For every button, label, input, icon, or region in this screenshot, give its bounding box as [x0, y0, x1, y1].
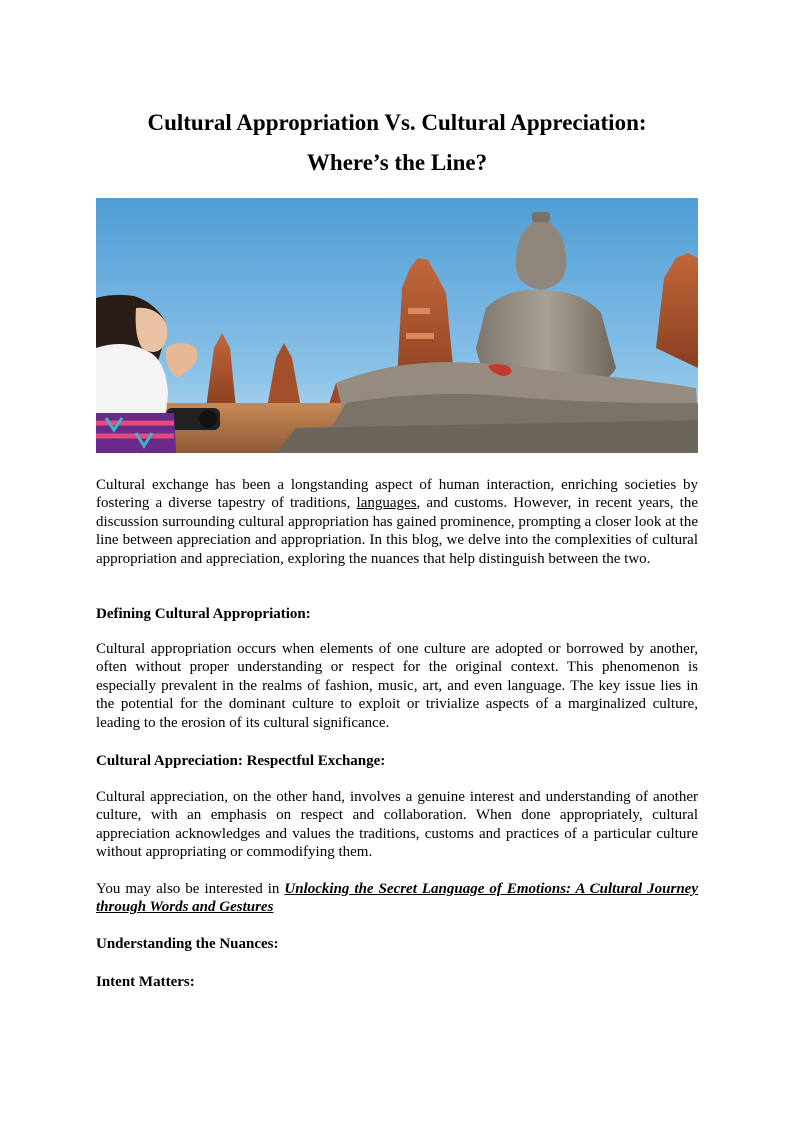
- heading-defining-appropriation: Defining Cultural Appropriation:: [96, 606, 311, 622]
- intro-paragraph: [96, 476, 698, 568]
- heading-intent-matters: Intent Matters:: [96, 974, 195, 990]
- heading-cultural-appreciation: Cultural Appreciation: Respectful Exchange:: [96, 753, 386, 769]
- languages-link[interactable]: languages: [356, 495, 417, 512]
- intro-text-start: Cultural exchange has been a longstanding aspect of human interaction, enriching societies by fostering a diverse tapestry of traditions,: [96, 477, 698, 512]
- related-article-link[interactable]: Unlocking the Secret Language of Emotions: A Cultural Journey through Words and Gestures: [96, 881, 699, 916]
- appreciation-paragraph: Cultural appreciation, on the other hand, involves a genuine interest and understanding of another culture, with an emphasis on respect and collaboration. When done appropriately, cultural appreciation acknowledges and values the traditions, customs and practices of a particular culture without appropriating or commodifying them.: [96, 789, 698, 861]
- related-prefix: You may also be interested in: [96, 881, 285, 897]
- hero-image: [96, 198, 698, 453]
- appropriation-paragraph: Cultural appropriation occurs when elements of one culture are adopted or borrowed by another, often without proper understanding or respect for the original context. This phenomenon is especially prevalent in the realms of fashion, music, art, and even language. The key issue lies in the potential for the dominant culture to exploit or trivialize aspects of a marginalized culture, leading to the erosion of its cultural significance.: [96, 641, 698, 731]
- related-article-paragraph: [96, 880, 698, 917]
- intro-text-end: , and customs. However, in recent years, the discussion surrounding cultural appropriation has gained prominence, prompting a closer look at the line between appreciation and appropriation. In this blog, we delve into the complexities of cultural appropriation and appreciation, exploring the nuances that help distinguish between the two.: [96, 495, 699, 567]
- page-title-line-1: Cultural Appropriation Vs. Cultural Appreciation:: [147, 110, 647, 135]
- heading-understanding-nuances: Understanding the Nuances:: [96, 936, 279, 952]
- temple-photo-icon: [96, 198, 698, 453]
- page-title-line-2: Where’s the Line?: [306, 150, 488, 175]
